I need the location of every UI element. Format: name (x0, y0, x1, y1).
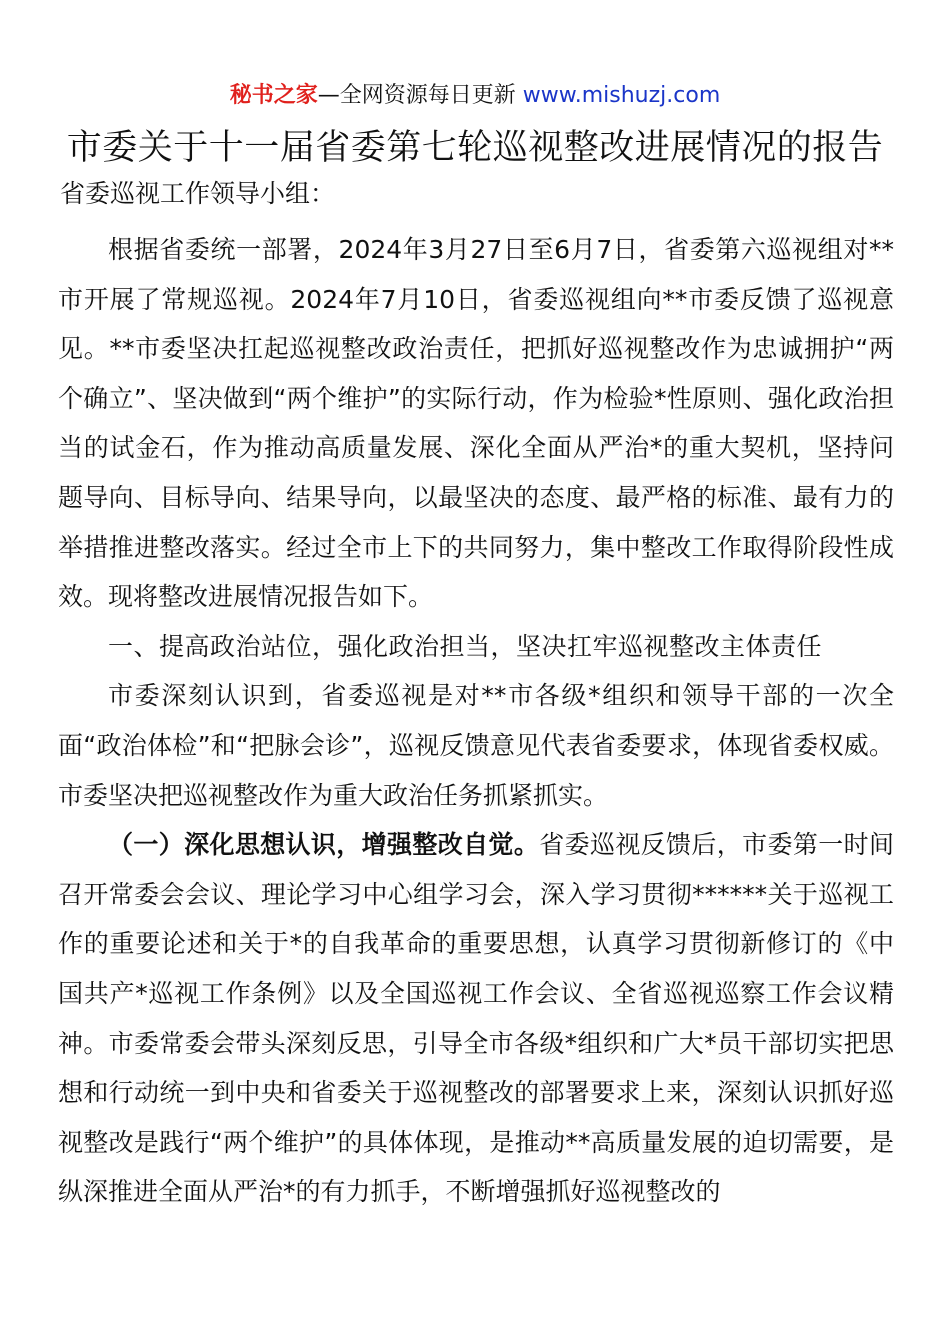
paragraph-intro: 根据省委统一部署，2024年3月27日至6月7日，省委第六巡视组对**市开展了常规巡视。2024年7月10日，省委巡视组向**市委反馈了巡视意见。**市委坚决扛起巡视整改政治责任，把抓好巡视整改作为忠诚拥护“两个确立”、坚决做到“两个维护”的实际行动，作为检验*性原则、强化政治担当的试金石，作为推动高质量发展、深化全面从严治*的重大契机，坚持问题导向、目标导向、结果导向，以最坚决的态度、最严格的标准、最有力的举措推进整改落实。经过全市上下的共同努力，集中整改工作取得阶段性成效。现将整改进展情况报告如下。 (58, 235, 894, 612)
site-url-link[interactable]: www.mishuzj.com (522, 83, 721, 108)
subsection-1-text: 省委巡视反馈后，市委第一时间召开常委会会议、理论学习中心组学习会，深入学习贯彻******关于巡视工作的重要论述和关于*的自我革命的重要思想，认真学习贯彻新修订的《中国共产*巡视工作条例》以及全国巡视工作会议、全省巡视巡察工作会议精神。市委常委会带头深刻反思，引导全市各级*组织和广大*员干部切实把思想和行动统一到中央和省委关于巡视整改的部署要求上来，深刻认识抓好巡视整改是践行“两个维护”的具体体现，是推动**高质量发展的迫切需要，是纵深推进全面从严治*的有力抓手，不断增强抓好巡视整改的 (58, 830, 894, 1207)
paragraph-section-1-intro: 市委深刻认识到，省委巡视是对**市各级*组织和领导干部的一次全面“政治体检”和“把脉会诊”，巡视反馈意见代表省委要求，体现省委权威。市委坚决把巡视整改作为重大政治任务抓紧抓实。 (58, 681, 894, 810)
site-brand: 秘书之家 (229, 83, 318, 108)
site-header (0, 80, 950, 112)
subsection-heading-1: （一）深化思想认识，增强整改自觉。 (108, 830, 540, 860)
site-tagline: —全网资源每日更新 (317, 83, 516, 108)
document-body (58, 225, 894, 1217)
section-heading-1: 一、提高政治站位，强化政治担当，坚决扛牢巡视整改主体责任 (108, 631, 823, 661)
document-salutation: 省委巡视工作领导小组： (60, 179, 336, 208)
document-title: 市委关于十一届省委第七轮巡视整改进展情况的报告 (66, 128, 884, 168)
paragraph-subsection-1 (58, 820, 894, 1217)
